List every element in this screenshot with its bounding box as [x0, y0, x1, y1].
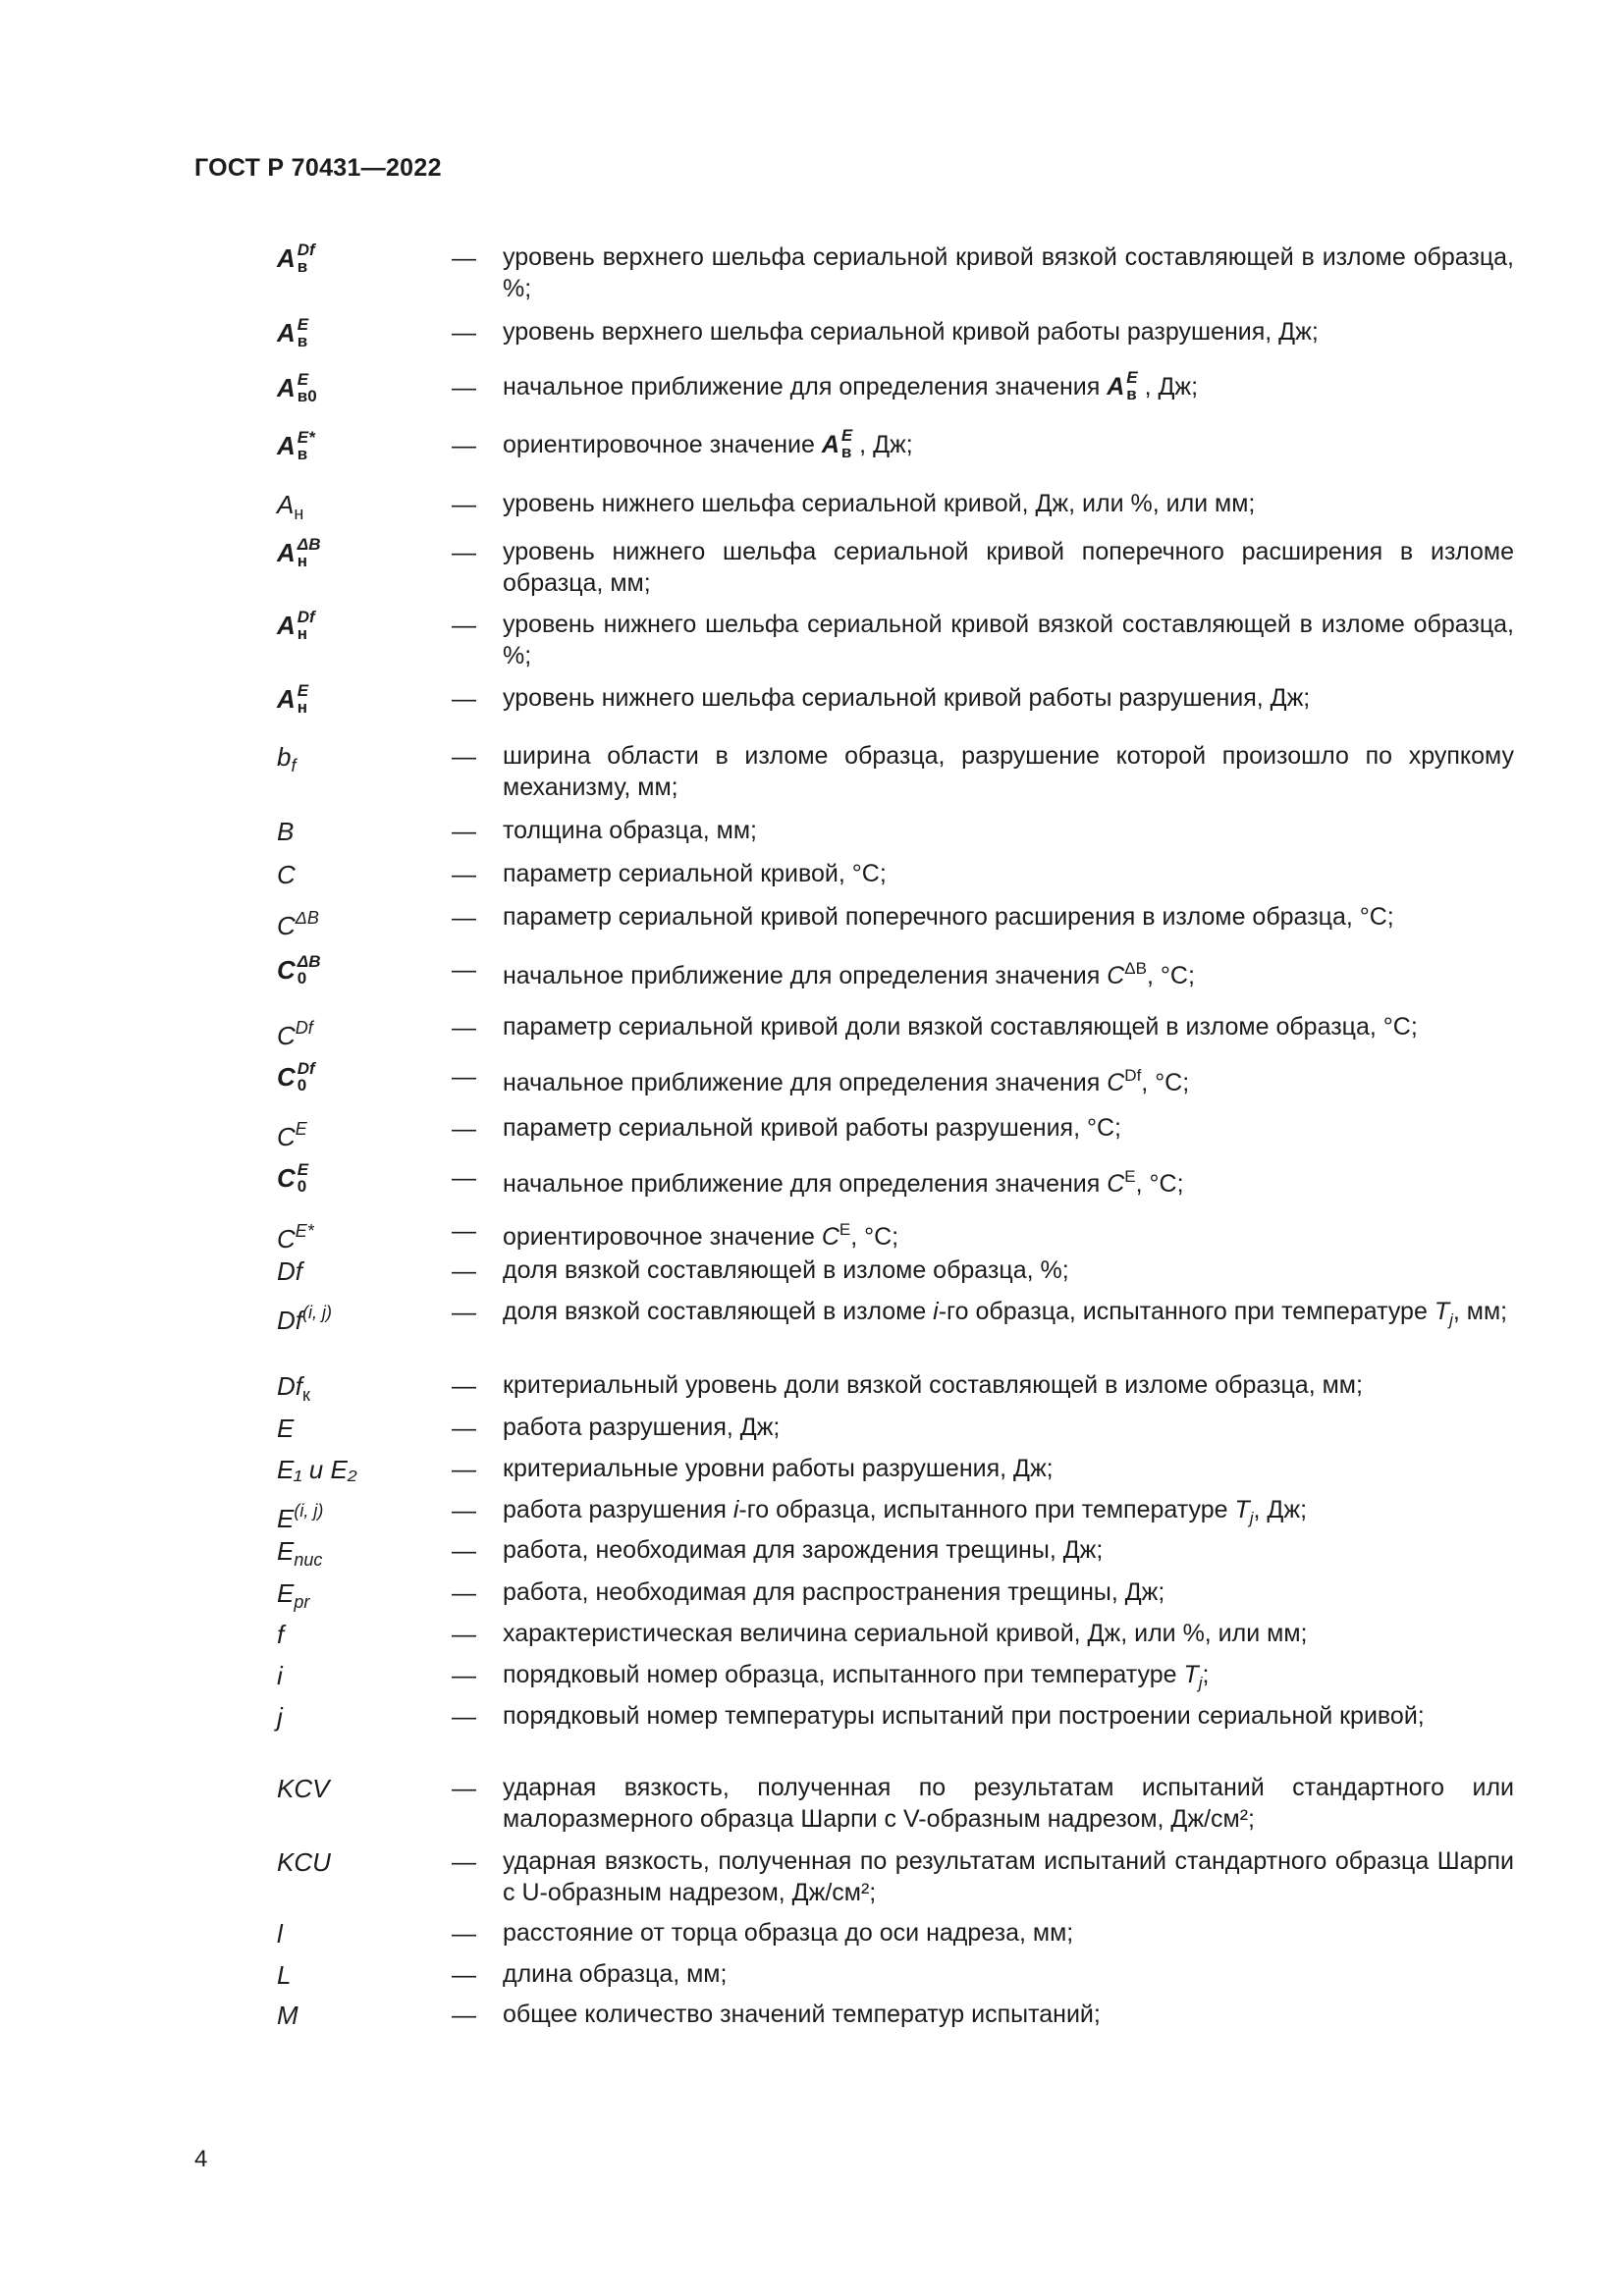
symbol: $E_{nuc}$ [277, 1536, 323, 1570]
definition-text: уровень нижнего шельфа сериальной кривой поперечного расширения в изломе образца, мм; [503, 538, 1514, 597]
symbol: M [277, 2001, 298, 2030]
dash: — [452, 743, 476, 771]
symbol: $C^{E*}$ [277, 1221, 314, 1254]
definition-text: начальное приближение для определения значения $C^{Df}$, °C; [503, 1066, 1190, 1096]
dash: — [452, 1456, 476, 1483]
dash: — [452, 432, 476, 459]
dash: — [452, 491, 476, 518]
symbol: A E* в [277, 428, 315, 464]
definition-text: начальное приближение для определения значения $C^E$, °C; [503, 1167, 1184, 1198]
dash: — [452, 956, 476, 984]
symbol: C [277, 860, 296, 889]
symbol: C ΔB 0 [277, 952, 321, 988]
symbol: L [277, 1960, 292, 1990]
definition-text: работа разрушения i-го образца, испытанного при температуре $T_j$, Дж; [503, 1496, 1308, 1527]
symbol: E [277, 1414, 295, 1443]
definition-text: порядковый номер температуры испытаний при построении сериальной кривой; [503, 1702, 1425, 1730]
page-number: 4 [194, 2146, 208, 2172]
symbol: $E_{pr}$ [277, 1578, 310, 1612]
definition-text: порядковый номер образца, испытанного при температуре $T_j$; [503, 1661, 1210, 1692]
symbol: j [277, 1702, 283, 1732]
definition-text: доля вязкой составляющей в изломе i-го образца, испытанного при температуре $T_j$, мм; [503, 1298, 1508, 1329]
definition-text: параметр сериальной кривой работы разрушения, °C; [503, 1114, 1121, 1142]
symbol: A E в [277, 315, 309, 351]
symbol: C Df 0 [277, 1059, 315, 1095]
definition-text: работа, необходимая для распространения трещины, Дж; [503, 1578, 1165, 1606]
definition-text: общее количество значений температур испытаний; [503, 2001, 1101, 2028]
document-header: ГОСТ Р 70431—2022 [194, 154, 442, 182]
definition-text: параметр сериальной кривой поперечного расширения в изломе образца, °C; [503, 903, 1394, 931]
dash: — [452, 1164, 476, 1192]
dash: — [452, 1920, 476, 1948]
dash: — [452, 244, 476, 272]
symbol: A E н [277, 681, 309, 718]
definition-text: критериальный уровень доли вязкой составляющей в изломе образца, мм; [503, 1371, 1363, 1399]
definition-text: ширина области в изломе образца, разрушение которой произошло по хрупкому механизму, мм; [503, 742, 1514, 801]
symbol: A ΔB н [277, 535, 321, 571]
dash: — [452, 612, 476, 639]
dash: — [452, 1372, 476, 1400]
definition-text: начальное приближение для определения значения $C^{\Delta B}$, °C; [503, 959, 1195, 989]
dash: — [452, 1014, 476, 1041]
definition-text: уровень верхнего шельфа сериальной кривой работы разрушения, Дж; [503, 318, 1319, 346]
symbol: $C^{Df}$ [277, 1018, 313, 1050]
symbol: f [277, 1620, 285, 1649]
definition-text: ударная вязкость, полученная по результатам испытаний стандартного образца Шарпи с U-образным надрезом, Дж/см²; [503, 1847, 1514, 1906]
symbol: E$^{(i, j)}$ [277, 1501, 324, 1533]
dash: — [452, 1848, 476, 1876]
dash: — [452, 539, 476, 566]
symbol: A Df в [277, 240, 315, 277]
dash: — [452, 1497, 476, 1524]
definition-text: работа, необходимая для зарождения трещины, Дж; [503, 1536, 1104, 1564]
definition-text: начальное приближение для определения значения A E в , Дж; [503, 368, 1199, 404]
dash: — [452, 1063, 476, 1091]
symbol: $A_н$ [277, 490, 304, 523]
definition-text: уровень нижнего шельфа сериальной кривой работы разрушения, Дж; [503, 684, 1311, 712]
definition-text: работа разрушения, Дж; [503, 1414, 781, 1441]
dash: — [452, 1662, 476, 1689]
dash: — [452, 1217, 476, 1245]
symbol: Df [277, 1256, 302, 1286]
dash: — [452, 1299, 476, 1326]
dash: — [452, 1961, 476, 1989]
dash: — [452, 1537, 476, 1565]
dash: — [452, 904, 476, 932]
definition-text: уровень верхнего шельфа сериальной кривой вязкой составляющей в изломе образца, %; [503, 243, 1514, 302]
definition-text: ориентировочное значение A E в , Дж; [503, 426, 913, 462]
symbol: Df$^{(i, j)}$ [277, 1303, 332, 1335]
dash: — [452, 861, 476, 888]
symbol: i [277, 1661, 283, 1690]
symbol: KCU [277, 1847, 331, 1877]
symbol: A Df н [277, 608, 315, 644]
definition-text: параметр сериальной кривой, °C; [503, 860, 887, 887]
dash: — [452, 1257, 476, 1285]
symbol: E₁ и E₂ [277, 1455, 357, 1484]
dash: — [452, 1775, 476, 1802]
definition-text: уровень нижнего шельфа сериальной кривой, Дж, или %, или мм; [503, 490, 1256, 517]
symbol: $C^E$ [277, 1119, 307, 1151]
symbol: $C^{\Delta B}$ [277, 908, 319, 940]
definition-text: ударная вязкость, полученная по результатам испытаний стандартного или малоразмерного образца Шарпи с V-образным надрезом, Дж/см²; [503, 1774, 1514, 1833]
dash: — [452, 1115, 476, 1143]
symbol: C E 0 [277, 1160, 309, 1197]
definition-text: уровень нижнего шельфа сериальной кривой вязкой составляющей в изломе образца, %; [503, 611, 1514, 669]
symbol: A E в0 [277, 370, 317, 406]
symbol: $b_f$ [277, 742, 297, 775]
dash: — [452, 2002, 476, 2029]
dash: — [452, 374, 476, 401]
dash: — [452, 685, 476, 713]
definition-text: параметр сериальной кривой доли вязкой составляющей в изломе образца, °C; [503, 1013, 1418, 1041]
definition-text: расстояние от торца образца до оси надреза, мм; [503, 1919, 1074, 1947]
symbol: KCV [277, 1774, 330, 1803]
definition-text: ориентировочное значение $C^E$, °C; [503, 1220, 899, 1251]
definition-text: критериальные уровни работы разрушения, Дж; [503, 1455, 1054, 1482]
definition-text: длина образца, мм; [503, 1960, 728, 1988]
dash: — [452, 818, 476, 845]
dash: — [452, 1579, 476, 1607]
definition-text: толщина образца, мм; [503, 817, 757, 844]
dash: — [452, 1621, 476, 1648]
symbol: l [277, 1919, 283, 1949]
dash: — [452, 319, 476, 347]
symbol: B [277, 817, 295, 846]
definition-text: характеристическая величина сериальной кривой, Дж, или %, или мм; [503, 1620, 1308, 1647]
definition-text: доля вязкой составляющей в изломе образца, %; [503, 1256, 1069, 1284]
dash: — [452, 1703, 476, 1731]
dash: — [452, 1415, 476, 1442]
symbol: $Df_к$ [277, 1371, 310, 1405]
